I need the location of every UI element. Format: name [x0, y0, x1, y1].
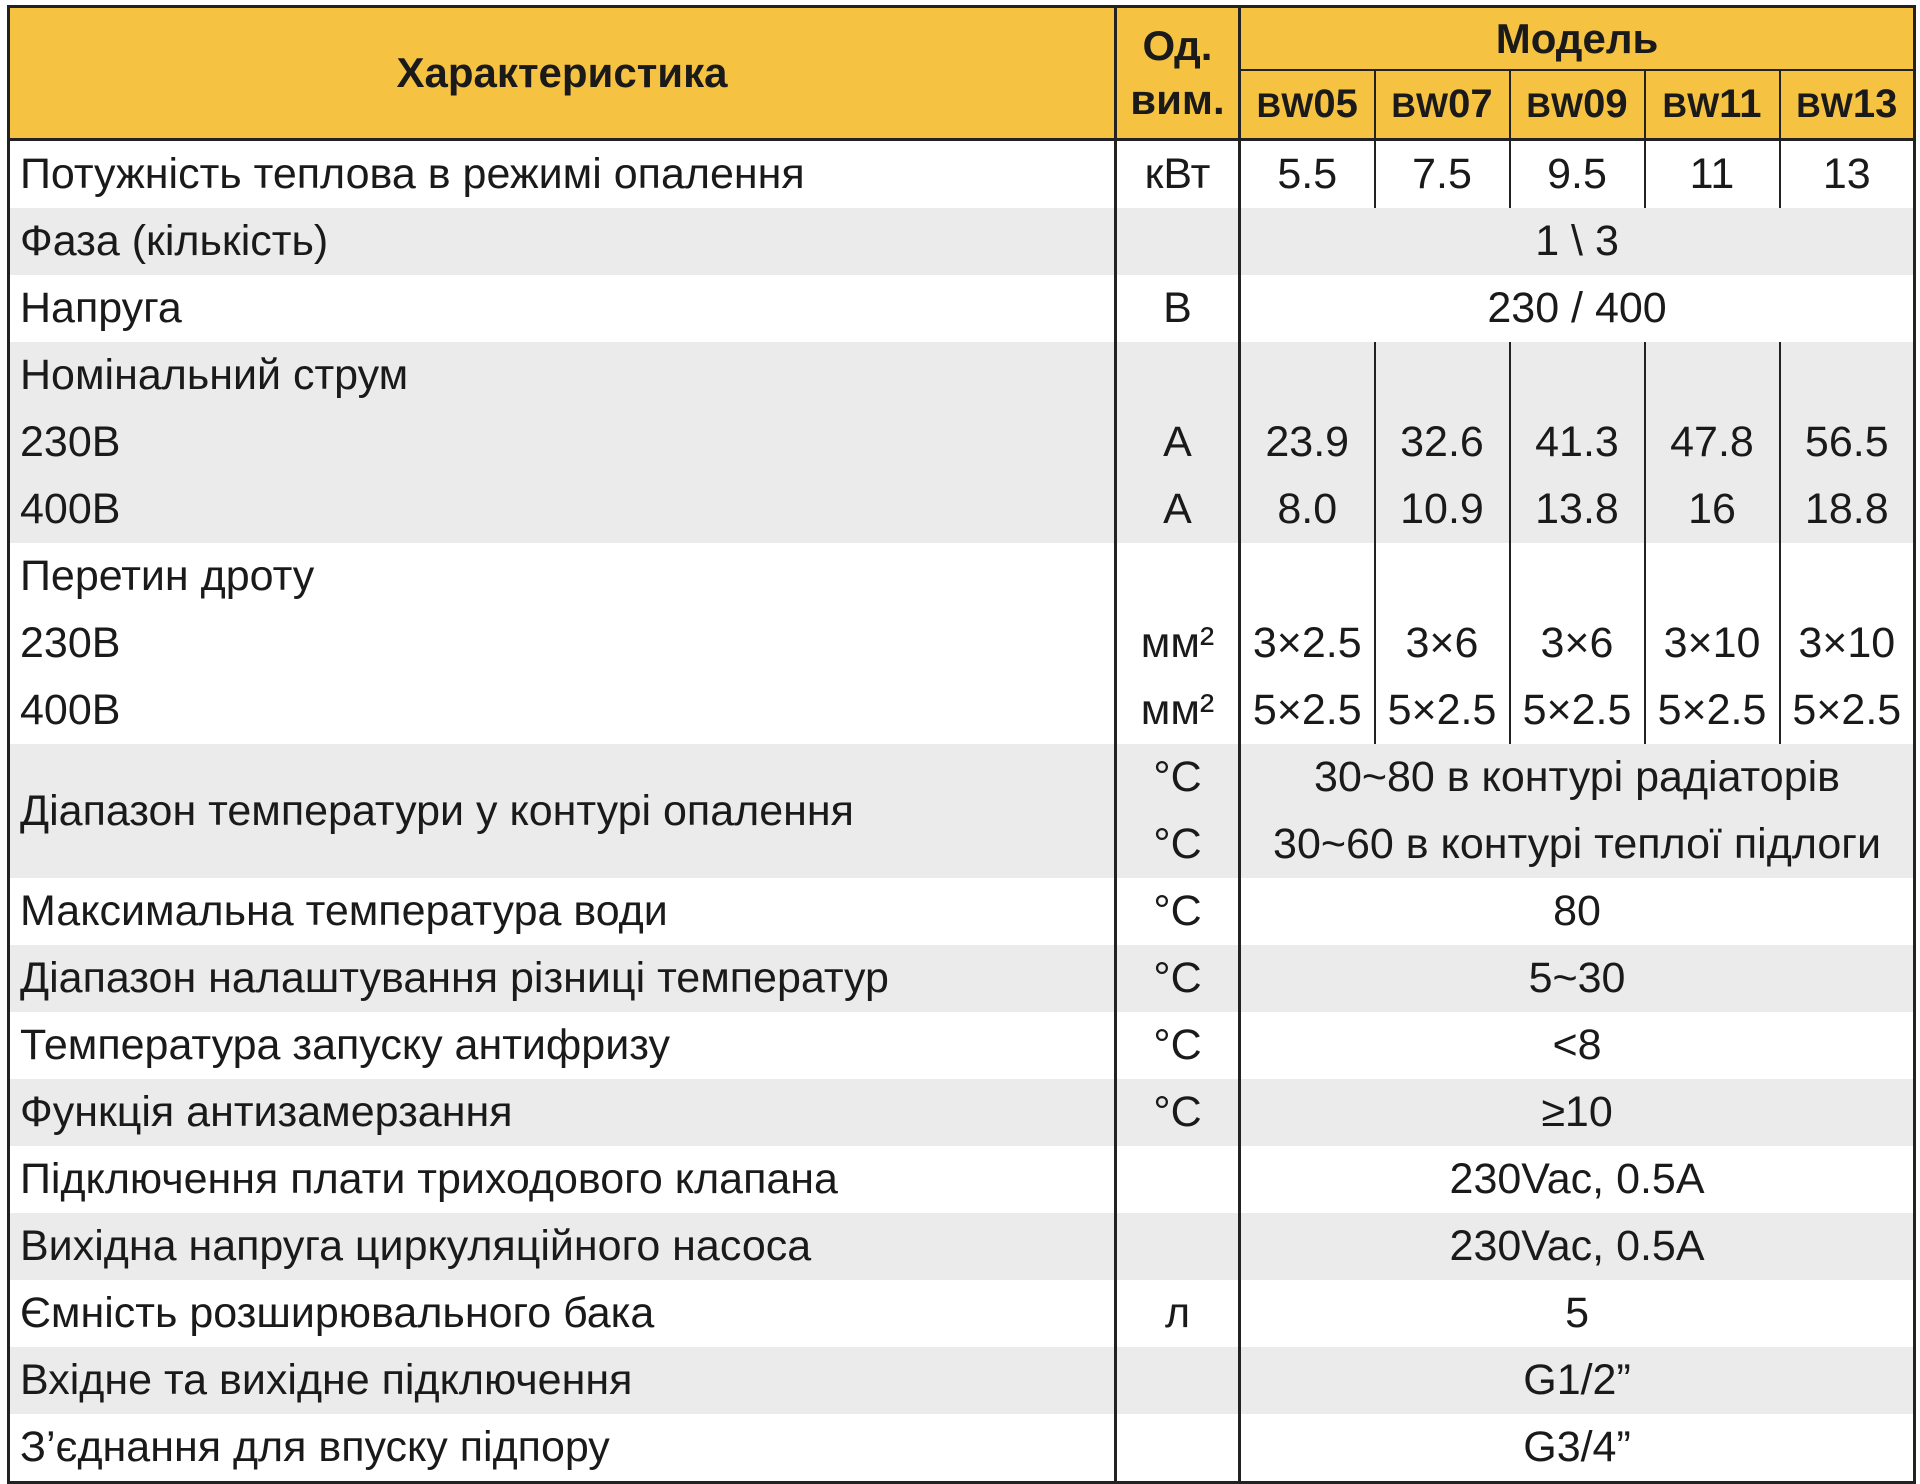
row-wire-400: [9, 677, 1915, 744]
cell-empty: [1510, 543, 1645, 610]
cell-value-span: 230Vac, 0.5A: [1240, 1213, 1915, 1280]
row-unit: А: [1116, 409, 1240, 476]
cell-value: 3×10: [1780, 610, 1915, 677]
cell-value: 32.6: [1375, 409, 1510, 476]
cell-empty: [1375, 543, 1510, 610]
row-heat-power: [9, 140, 1915, 209]
model-prefix: BW: [1391, 87, 1449, 125]
row-unit: мм²: [1116, 610, 1240, 677]
header-model-bw11: [1645, 70, 1780, 140]
cell-value: 3×6: [1510, 610, 1645, 677]
cell-value-span: 30~60 в контурі теплої підлоги: [1240, 811, 1915, 878]
cell-empty: [1375, 342, 1510, 409]
row-unit: л: [1116, 1280, 1240, 1347]
spec-table-wrapper: [7, 5, 1913, 1484]
row-unit-empty: [1116, 543, 1240, 610]
row-antifreeze-start: [9, 1012, 1915, 1079]
row-label: Ємність розширювального бака: [9, 1280, 1116, 1347]
cell-empty: [1780, 543, 1915, 610]
row-label: Функція антизамерзання: [9, 1079, 1116, 1146]
cell-empty: [1645, 543, 1780, 610]
row-phase: [9, 208, 1915, 275]
row-label: 400В: [9, 476, 1116, 543]
cell-value-span: 230Vac, 0.5A: [1240, 1146, 1915, 1213]
row-temp-range-1: [9, 744, 1915, 811]
row-wire-230: [9, 610, 1915, 677]
row-connection: [9, 1347, 1915, 1414]
row-label: Напруга: [9, 275, 1116, 342]
row-unit: [1116, 208, 1240, 275]
cell-value: 23.9: [1240, 409, 1375, 476]
row-unit-empty: [1116, 342, 1240, 409]
row-label: Фаза (кількість): [9, 208, 1116, 275]
header-model: Модель: [1240, 7, 1915, 71]
header-characteristic: Характеристика: [9, 7, 1116, 140]
header-unit: [1116, 7, 1240, 140]
row-unit: [1116, 1347, 1240, 1414]
cell-empty: [1510, 342, 1645, 409]
cell-value: 3×2.5: [1240, 610, 1375, 677]
row-max-temp: [9, 878, 1915, 945]
cell-value: 13.8: [1510, 476, 1645, 543]
header-unit-line2: вим.: [1130, 76, 1225, 123]
row-unit: [1116, 1146, 1240, 1213]
row-label: Номінальний струм: [9, 342, 1116, 409]
cell-value: 5×2.5: [1375, 677, 1510, 744]
header-unit-line1: Од.: [1142, 22, 1213, 69]
row-tank: [9, 1280, 1915, 1347]
cell-value: 18.8: [1780, 476, 1915, 543]
cell-value-span: 1 \ 3: [1240, 208, 1915, 275]
row-unit: °C: [1116, 1012, 1240, 1079]
cell-value: 41.3: [1510, 409, 1645, 476]
cell-empty: [1645, 342, 1780, 409]
cell-empty: [1780, 342, 1915, 409]
cell-value-span: 30~80 в контурі радіаторів: [1240, 744, 1915, 811]
cell-value: 56.5: [1780, 409, 1915, 476]
cell-value-span: 5~30: [1240, 945, 1915, 1012]
cell-value: 9.5: [1510, 140, 1645, 209]
cell-value: 5.5: [1240, 140, 1375, 209]
cell-value-span: 5: [1240, 1280, 1915, 1347]
row-current-230: [9, 409, 1915, 476]
row-label: З’єднання для впуску підпору: [9, 1414, 1116, 1483]
row-label: Максимальна температура води: [9, 878, 1116, 945]
cell-value-span: 230 / 400: [1240, 275, 1915, 342]
cell-empty: [1240, 543, 1375, 610]
cell-value: 11: [1645, 140, 1780, 209]
row-unit: °C: [1116, 1079, 1240, 1146]
row-label: Перетин дроту: [9, 543, 1116, 610]
row-label: 230В: [9, 610, 1116, 677]
model-number: 07: [1448, 82, 1493, 126]
header-model-bw13: [1780, 70, 1915, 140]
row-label: 230В: [9, 409, 1116, 476]
row-unit: В: [1116, 275, 1240, 342]
row-label: Потужність теплова в режимі опалення: [9, 140, 1116, 209]
row-makeup: [9, 1414, 1915, 1483]
row-diff-range: [9, 945, 1915, 1012]
cell-value-span: G3/4”: [1240, 1414, 1915, 1483]
cell-value-span: G1/2”: [1240, 1347, 1915, 1414]
row-unit: А: [1116, 476, 1240, 543]
model-prefix: BW: [1526, 87, 1584, 125]
row-unit: °C: [1116, 744, 1240, 811]
header-model-bw07: [1375, 70, 1510, 140]
cell-value: 3×6: [1375, 610, 1510, 677]
row-unit: [1116, 1414, 1240, 1483]
cell-empty: [1240, 342, 1375, 409]
cell-value: 8.0: [1240, 476, 1375, 543]
spec-table: [7, 5, 1916, 1484]
model-prefix: BW: [1796, 87, 1853, 125]
model-prefix: BW: [1256, 87, 1314, 125]
row-antifreeze-func: [9, 1079, 1915, 1146]
row-unit: кВт: [1116, 140, 1240, 209]
cell-value: 47.8: [1645, 409, 1780, 476]
cell-value: 3×10: [1645, 610, 1780, 677]
model-number: 11: [1719, 82, 1762, 126]
row-label: Підключення плати триходового клапана: [9, 1146, 1116, 1213]
cell-value: 5×2.5: [1780, 677, 1915, 744]
model-number: 09: [1583, 82, 1628, 126]
cell-value-span: <8: [1240, 1012, 1915, 1079]
header-model-bw05: [1240, 70, 1375, 140]
row-label: Діапазон налаштування різниці температур: [9, 945, 1116, 1012]
row-current-400: [9, 476, 1915, 543]
cell-value-span: 80: [1240, 878, 1915, 945]
model-number: 13: [1852, 82, 1898, 126]
row-unit: [1116, 1213, 1240, 1280]
row-wire-title: [9, 543, 1915, 610]
row-unit: °C: [1116, 811, 1240, 878]
cell-value: 5×2.5: [1510, 677, 1645, 744]
cell-value-span: ≥10: [1240, 1079, 1915, 1146]
row-unit: °C: [1116, 945, 1240, 1012]
cell-value: 5×2.5: [1645, 677, 1780, 744]
cell-value: 13: [1780, 140, 1915, 209]
row-valve-board: [9, 1146, 1915, 1213]
cell-value: 10.9: [1375, 476, 1510, 543]
row-voltage: [9, 275, 1915, 342]
model-number: 05: [1313, 82, 1358, 126]
row-label: Температура запуску антифризу: [9, 1012, 1116, 1079]
header-row: [9, 7, 1915, 71]
cell-value: 16: [1645, 476, 1780, 543]
row-pump-output: [9, 1213, 1915, 1280]
model-prefix: BW: [1662, 87, 1720, 125]
row-current-title: [9, 342, 1915, 409]
row-label: Вихідна напруга циркуляційного насоса: [9, 1213, 1116, 1280]
cell-value: 5×2.5: [1240, 677, 1375, 744]
row-label: Вхідне та вихідне підключення: [9, 1347, 1116, 1414]
row-label: Діапазон температури у контурі опалення: [9, 744, 1116, 878]
cell-value: 7.5: [1375, 140, 1510, 209]
row-unit: °C: [1116, 878, 1240, 945]
header-model-bw09: [1510, 70, 1645, 140]
row-label: 400В: [9, 677, 1116, 744]
row-unit: мм²: [1116, 677, 1240, 744]
